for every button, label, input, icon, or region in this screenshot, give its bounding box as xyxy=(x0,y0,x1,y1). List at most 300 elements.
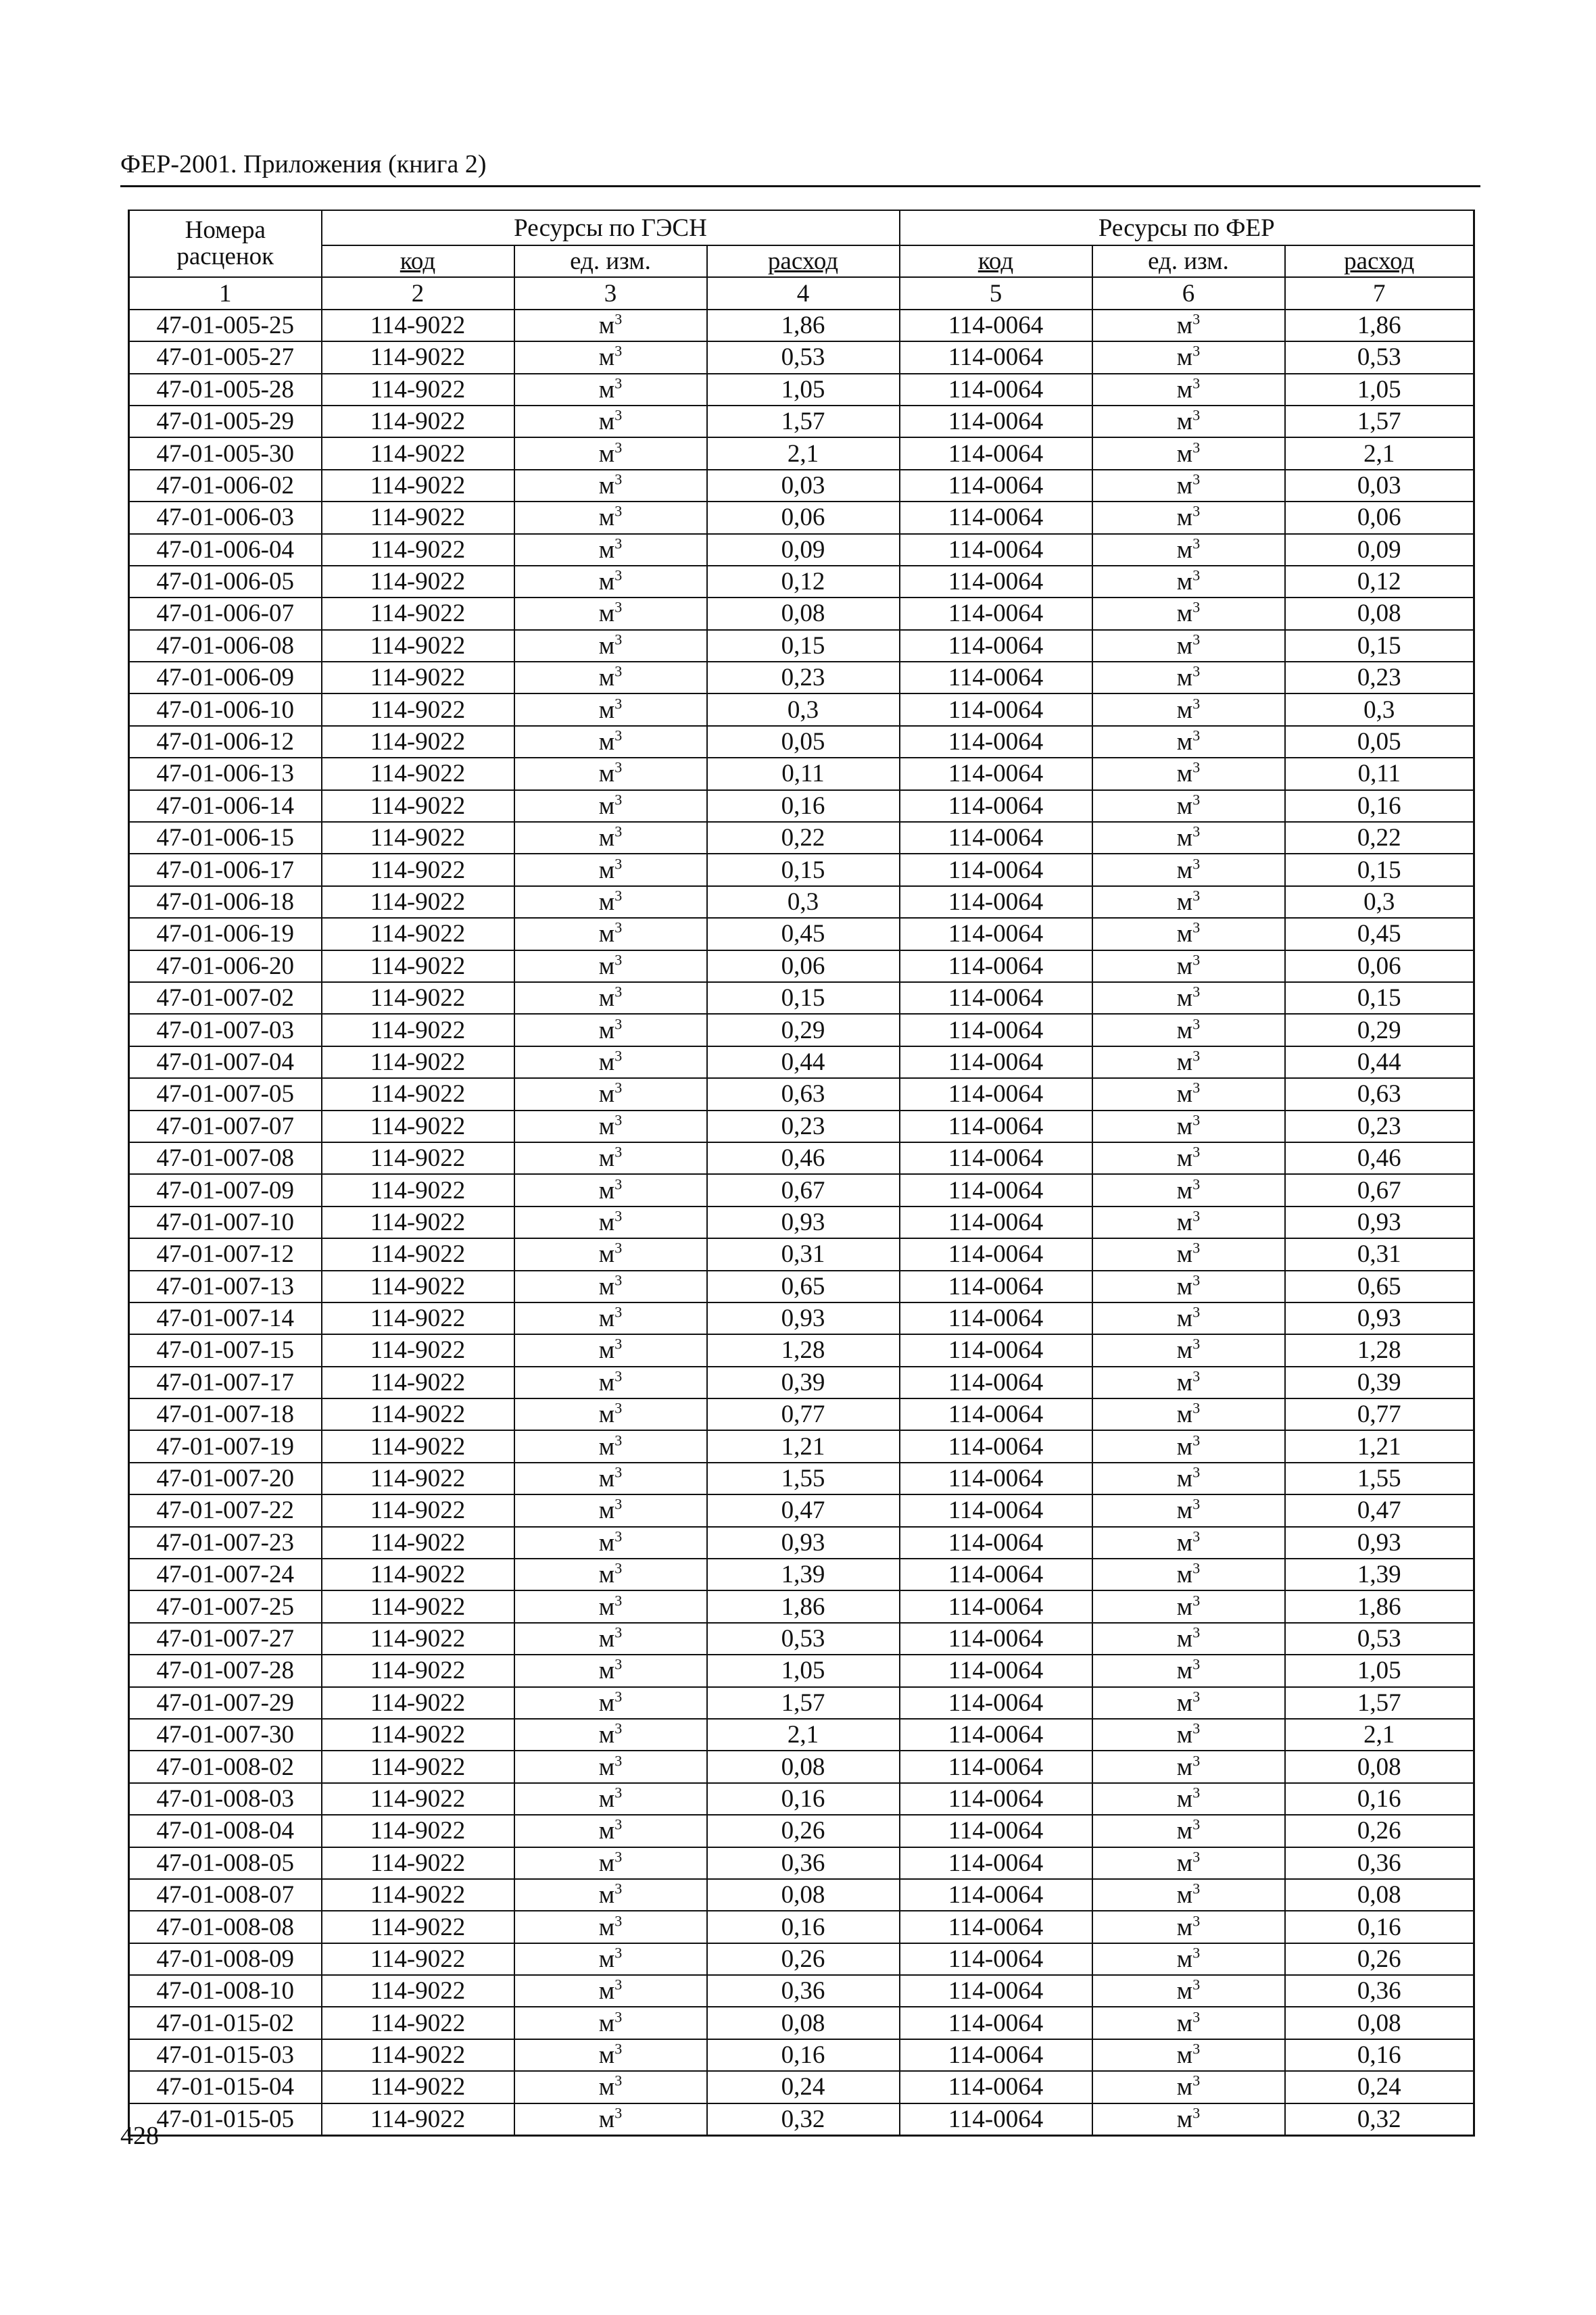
cell-fer-code: 114-0064 xyxy=(900,1559,1092,1590)
cell-rate-number: 47-01-007-17 xyxy=(129,1367,322,1398)
cell-rate-number: 47-01-006-20 xyxy=(129,950,322,982)
cell-gesn-code: 114-9022 xyxy=(322,502,514,533)
cell-gesn-amount: 1,39 xyxy=(707,1559,900,1590)
cell-fer-amount: 0,31 xyxy=(1285,1238,1474,1270)
unit-power: 3 xyxy=(1192,1336,1201,1353)
cell-rate-number: 47-01-008-05 xyxy=(129,1847,322,1879)
unit-power: 3 xyxy=(1192,919,1201,937)
unit-base: м xyxy=(598,1721,615,1749)
cell-gesn-code: 114-9022 xyxy=(322,566,514,598)
cell-fer-unit xyxy=(1092,406,1285,437)
cell-gesn-amount: 0,3 xyxy=(707,886,900,918)
unit-base: м xyxy=(598,791,615,820)
cell-gesn-code: 114-9022 xyxy=(322,1879,514,1911)
cell-gesn-unit xyxy=(514,726,707,758)
cell-gesn-code: 114-9022 xyxy=(322,918,514,950)
cell-gesn-amount: 1,57 xyxy=(707,1687,900,1719)
cell-rate-number: 47-01-006-10 xyxy=(129,693,322,725)
cell-gesn-code: 114-9022 xyxy=(322,854,514,885)
cell-gesn-amount: 0,06 xyxy=(707,502,900,533)
cell-gesn-amount: 0,15 xyxy=(707,630,900,662)
unit-power: 3 xyxy=(1192,535,1201,552)
unit-power: 3 xyxy=(614,343,623,360)
cell-fer-unit xyxy=(1092,341,1285,373)
cell-fer-code: 114-0064 xyxy=(900,1046,1092,1078)
cell-fer-code: 114-0064 xyxy=(900,1590,1092,1622)
unit-power: 3 xyxy=(614,983,623,1000)
unit-power: 3 xyxy=(1192,1816,1201,1833)
unit-base: м xyxy=(598,664,615,692)
unit-power: 3 xyxy=(1192,1496,1201,1513)
cell-fer-unit xyxy=(1092,1111,1285,1142)
unit-power: 3 xyxy=(1192,823,1201,840)
cell-gesn-code: 114-9022 xyxy=(322,1783,514,1815)
unit-base: м xyxy=(598,2009,615,2037)
cell-gesn-code: 114-9022 xyxy=(322,2007,514,2039)
cell-fer-amount: 0,16 xyxy=(1285,790,1474,822)
unit-power: 3 xyxy=(614,951,623,969)
cell-gesn-unit xyxy=(514,886,707,918)
cell-rate-number: 47-01-006-08 xyxy=(129,630,322,662)
cell-gesn-unit xyxy=(514,693,707,725)
unit-base: м xyxy=(598,1368,615,1396)
cell-gesn-unit xyxy=(514,950,707,982)
cell-gesn-amount: 0,44 xyxy=(707,1046,900,1078)
cell-rate-number: 47-01-006-09 xyxy=(129,662,322,693)
cell-gesn-code: 114-9022 xyxy=(322,1975,514,2007)
cell-gesn-amount: 0,36 xyxy=(707,1847,900,1879)
cell-fer-amount: 0,44 xyxy=(1285,1046,1474,1078)
cell-gesn-amount: 0,26 xyxy=(707,1943,900,1975)
cell-fer-unit xyxy=(1092,1334,1285,1366)
cell-gesn-amount: 0,3 xyxy=(707,693,900,725)
page-header-title: ФЕР-2001. Приложения (книга 2) xyxy=(120,150,487,178)
unit-power: 3 xyxy=(614,2008,623,2026)
cell-gesn-code: 114-9022 xyxy=(322,1527,514,1559)
unit-base: м xyxy=(1176,1977,1193,2005)
cell-rate-number: 47-01-005-27 xyxy=(129,341,322,373)
cell-gesn-unit xyxy=(514,1943,707,1975)
unit-power: 3 xyxy=(614,310,623,328)
unit-power: 3 xyxy=(1192,1239,1201,1257)
resource-table xyxy=(128,210,1475,2137)
unit-base: м xyxy=(598,631,615,660)
unit-power: 3 xyxy=(1192,310,1201,328)
unit-power: 3 xyxy=(614,1944,623,1961)
table-row xyxy=(129,2007,1474,2039)
unit-base: м xyxy=(1176,1016,1193,1044)
table-row xyxy=(129,1238,1474,1270)
unit-power: 3 xyxy=(614,759,623,777)
cell-gesn-unit xyxy=(514,1751,707,1782)
cell-fer-unit xyxy=(1092,1014,1285,1046)
unit-power: 3 xyxy=(1192,1912,1201,1930)
unit-base: м xyxy=(598,311,615,339)
cell-fer-code: 114-0064 xyxy=(900,1975,1092,2007)
unit-power: 3 xyxy=(1192,439,1201,456)
cell-rate-number: 47-01-007-08 xyxy=(129,1142,322,1174)
unit-power: 3 xyxy=(1192,1015,1201,1033)
cell-gesn-amount: 1,28 xyxy=(707,1334,900,1366)
table-row xyxy=(129,502,1474,533)
cell-fer-unit xyxy=(1092,918,1285,950)
unit-power: 3 xyxy=(614,599,623,616)
cell-fer-code: 114-0064 xyxy=(900,1719,1092,1751)
cell-rate-number: 47-01-007-03 xyxy=(129,1014,322,1046)
cell-fer-unit xyxy=(1092,1463,1285,1494)
cell-gesn-unit xyxy=(514,1334,707,1366)
cell-gesn-amount: 0,15 xyxy=(707,854,900,885)
cell-rate-number: 47-01-005-28 xyxy=(129,374,322,406)
cell-fer-amount: 1,05 xyxy=(1285,374,1474,406)
cell-gesn-unit xyxy=(514,1302,707,1334)
unit-base: м xyxy=(1176,1112,1193,1140)
cell-fer-amount: 1,57 xyxy=(1285,406,1474,437)
cell-gesn-unit xyxy=(514,1367,707,1398)
cell-gesn-unit xyxy=(514,1655,707,1686)
unit-power: 3 xyxy=(614,1592,623,1609)
cell-fer-amount: 1,57 xyxy=(1285,1687,1474,1719)
table-row xyxy=(129,1174,1474,1206)
unit-base: м xyxy=(1176,1688,1193,1717)
cell-gesn-amount: 0,26 xyxy=(707,1815,900,1847)
table-row xyxy=(129,1398,1474,1430)
unit-base: м xyxy=(1176,791,1193,820)
cell-gesn-amount: 0,24 xyxy=(707,2071,900,2103)
unit-base: м xyxy=(598,2105,615,2133)
table-row xyxy=(129,854,1474,885)
cell-gesn-code: 114-9022 xyxy=(322,1334,514,1366)
cell-gesn-unit xyxy=(514,2071,707,2103)
unit-base: м xyxy=(598,1977,615,2005)
cell-fer-unit xyxy=(1092,1271,1285,1302)
cell-fer-code: 114-0064 xyxy=(900,598,1092,629)
cell-fer-code: 114-0064 xyxy=(900,693,1092,725)
header-rule xyxy=(120,185,1480,187)
cell-fer-code: 114-0064 xyxy=(900,1687,1092,1719)
cell-fer-code: 114-0064 xyxy=(900,1398,1092,1430)
cell-fer-amount: 1,86 xyxy=(1285,310,1474,341)
table-row xyxy=(129,2039,1474,2071)
unit-power: 3 xyxy=(614,1688,623,1705)
cell-gesn-unit xyxy=(514,822,707,854)
cell-gesn-code: 114-9022 xyxy=(322,1142,514,1174)
sub-header-gesn-code: код xyxy=(322,245,514,277)
cell-gesn-amount: 0,46 xyxy=(707,1142,900,1174)
cell-fer-unit xyxy=(1092,1207,1285,1238)
unit-base: м xyxy=(1176,2105,1193,2133)
cell-fer-unit xyxy=(1092,982,1285,1014)
cell-fer-unit xyxy=(1092,1078,1285,1110)
cell-rate-number: 47-01-007-05 xyxy=(129,1078,322,1110)
cell-gesn-unit xyxy=(514,790,707,822)
cell-gesn-code: 114-9022 xyxy=(322,758,514,789)
cell-gesn-code: 114-9022 xyxy=(322,1815,514,1847)
cell-fer-amount: 0,47 xyxy=(1285,1494,1474,1526)
unit-power: 3 xyxy=(614,1336,623,1353)
unit-base: м xyxy=(1176,1305,1193,1333)
table-row xyxy=(129,1751,1474,1782)
unit-base: м xyxy=(1176,760,1193,788)
cell-fer-amount: 0,26 xyxy=(1285,1943,1474,1975)
unit-base: м xyxy=(598,1913,615,1941)
cell-fer-amount: 0,08 xyxy=(1285,598,1474,629)
header-row-groups xyxy=(129,210,1474,245)
cell-fer-unit xyxy=(1092,1174,1285,1206)
unit-power: 3 xyxy=(1192,1752,1201,1770)
cell-rate-number: 47-01-008-08 xyxy=(129,1911,322,1943)
cell-fer-amount: 0,08 xyxy=(1285,1751,1474,1782)
unit-power: 3 xyxy=(614,1015,623,1033)
unit-power: 3 xyxy=(614,470,623,488)
col-number: 7 xyxy=(1285,277,1474,309)
cell-gesn-unit xyxy=(514,758,707,789)
cell-fer-code: 114-0064 xyxy=(900,470,1092,502)
cell-gesn-amount: 0,63 xyxy=(707,1078,900,1110)
unit-base: м xyxy=(1176,535,1193,564)
table-row xyxy=(129,1847,1474,1879)
unit-base: м xyxy=(1176,1784,1193,1813)
unit-base: м xyxy=(1176,1400,1193,1429)
cell-gesn-code: 114-9022 xyxy=(322,470,514,502)
cell-gesn-code: 114-9022 xyxy=(322,1719,514,1751)
cell-fer-code: 114-0064 xyxy=(900,1815,1092,1847)
cell-rate-number: 47-01-007-29 xyxy=(129,1687,322,1719)
table-row xyxy=(129,982,1474,1014)
unit-base: м xyxy=(598,1465,615,1493)
cell-fer-amount: 2,1 xyxy=(1285,437,1474,469)
cell-rate-number: 47-01-007-14 xyxy=(129,1302,322,1334)
cell-gesn-code: 114-9022 xyxy=(322,1398,514,1430)
cell-fer-code: 114-0064 xyxy=(900,1142,1092,1174)
cell-gesn-amount: 0,08 xyxy=(707,1879,900,1911)
cell-gesn-amount: 0,23 xyxy=(707,662,900,693)
table-row xyxy=(129,1655,1474,1686)
table-row xyxy=(129,1142,1474,1174)
cell-rate-number: 47-01-007-10 xyxy=(129,1207,322,1238)
cell-rate-number: 47-01-005-29 xyxy=(129,406,322,437)
cell-fer-unit xyxy=(1092,1494,1285,1526)
cell-fer-code: 114-0064 xyxy=(900,630,1092,662)
cell-gesn-code: 114-9022 xyxy=(322,693,514,725)
cell-fer-code: 114-0064 xyxy=(900,406,1092,437)
cell-fer-amount: 0,22 xyxy=(1285,822,1474,854)
cell-fer-amount: 0,45 xyxy=(1285,918,1474,950)
unit-base: м xyxy=(1176,568,1193,596)
cell-gesn-code: 114-9022 xyxy=(322,1911,514,1943)
cell-gesn-unit xyxy=(514,1719,707,1751)
cell-fer-code: 114-0064 xyxy=(900,566,1092,598)
unit-power: 3 xyxy=(614,919,623,937)
cell-fer-amount: 2,1 xyxy=(1285,1719,1474,1751)
unit-base: м xyxy=(598,2041,615,2070)
unit-base: м xyxy=(598,1400,615,1429)
unit-power: 3 xyxy=(1192,2104,1201,2122)
cell-fer-amount: 0,93 xyxy=(1285,1302,1474,1334)
unit-base: м xyxy=(1176,375,1193,404)
unit-power: 3 xyxy=(1192,2008,1201,2026)
unit-base: м xyxy=(1176,984,1193,1013)
cell-gesn-code: 114-9022 xyxy=(322,1271,514,1302)
unit-power: 3 xyxy=(614,1880,623,1897)
cell-fer-unit xyxy=(1092,1238,1285,1270)
cell-gesn-unit xyxy=(514,1911,707,1943)
cell-fer-unit xyxy=(1092,1559,1285,1590)
cell-fer-unit xyxy=(1092,630,1285,662)
table-row xyxy=(129,1463,1474,1494)
unit-power: 3 xyxy=(614,1496,623,1513)
cell-gesn-code: 114-9022 xyxy=(322,886,514,918)
cell-fer-code: 114-0064 xyxy=(900,2103,1092,2135)
cell-fer-unit xyxy=(1092,437,1285,469)
cell-gesn-unit xyxy=(514,1238,707,1270)
unit-power: 3 xyxy=(1192,759,1201,777)
table-row xyxy=(129,1911,1474,1943)
unit-power: 3 xyxy=(1192,1656,1201,1674)
cell-fer-amount: 1,39 xyxy=(1285,1559,1474,1590)
cell-fer-code: 114-0064 xyxy=(900,662,1092,693)
unit-power: 3 xyxy=(614,1656,623,1674)
unit-power: 3 xyxy=(614,855,623,873)
sub-header-gesn-amount: расход xyxy=(707,245,900,277)
cell-rate-number: 47-01-007-02 xyxy=(129,982,322,1014)
cell-gesn-unit xyxy=(514,470,707,502)
cell-gesn-code: 114-9022 xyxy=(322,1494,514,1526)
cell-gesn-amount: 0,15 xyxy=(707,982,900,1014)
cell-rate-number: 47-01-005-25 xyxy=(129,310,322,341)
table-row xyxy=(129,437,1474,469)
cell-gesn-code: 114-9022 xyxy=(322,534,514,566)
cell-fer-amount: 0,53 xyxy=(1285,1623,1474,1655)
unit-base: м xyxy=(598,1817,615,1845)
cell-fer-code: 114-0064 xyxy=(900,502,1092,533)
cell-gesn-amount: 0,08 xyxy=(707,2007,900,2039)
table-row xyxy=(129,1302,1474,1334)
cell-fer-amount: 0,15 xyxy=(1285,854,1474,885)
unit-power: 3 xyxy=(614,1271,623,1289)
unit-base: м xyxy=(1176,824,1193,852)
cell-fer-code: 114-0064 xyxy=(900,1111,1092,1142)
cell-rate-number: 47-01-007-04 xyxy=(129,1046,322,1078)
unit-power: 3 xyxy=(1192,1784,1201,1801)
unit-base: м xyxy=(598,343,615,372)
cell-fer-unit xyxy=(1092,758,1285,789)
unit-power: 3 xyxy=(1192,1047,1201,1065)
unit-base: м xyxy=(598,1432,615,1461)
cell-fer-amount: 0,53 xyxy=(1285,341,1474,373)
table-row xyxy=(129,1494,1474,1526)
col-header-rates xyxy=(129,210,322,277)
table-row xyxy=(129,1271,1474,1302)
table-row xyxy=(129,950,1474,982)
unit-power: 3 xyxy=(614,535,623,552)
unit-power: 3 xyxy=(1192,1079,1201,1097)
unit-base: м xyxy=(598,952,615,980)
cell-fer-amount: 1,86 xyxy=(1285,1590,1474,1622)
unit-power: 3 xyxy=(1192,887,1201,904)
cell-gesn-code: 114-9022 xyxy=(322,982,514,1014)
sub-header-fer-unit: ед. изм. xyxy=(1092,245,1285,277)
cell-fer-unit xyxy=(1092,854,1285,885)
cell-fer-unit xyxy=(1092,2103,1285,2135)
unit-power: 3 xyxy=(1192,1463,1201,1481)
unit-base: м xyxy=(598,1496,615,1525)
cell-gesn-code: 114-9022 xyxy=(322,598,514,629)
cell-gesn-unit xyxy=(514,598,707,629)
unit-base: м xyxy=(1176,1913,1193,1941)
cell-gesn-amount: 0,32 xyxy=(707,2103,900,2135)
unit-base: м xyxy=(598,1240,615,1269)
cell-gesn-unit xyxy=(514,2039,707,2071)
cell-rate-number: 47-01-007-30 xyxy=(129,1719,322,1751)
unit-base: м xyxy=(598,1305,615,1333)
unit-power: 3 xyxy=(1192,1976,1201,1993)
cell-fer-amount: 0,39 xyxy=(1285,1367,1474,1398)
group-header-gesn: Ресурсы по ГЭСН xyxy=(322,210,900,245)
unit-base: м xyxy=(598,696,615,724)
cell-gesn-amount: 0,45 xyxy=(707,918,900,950)
cell-fer-amount: 0,3 xyxy=(1285,886,1474,918)
cell-fer-code: 114-0064 xyxy=(900,1207,1092,1238)
cell-gesn-unit xyxy=(514,1014,707,1046)
cell-fer-code: 114-0064 xyxy=(900,2039,1092,2071)
cell-gesn-code: 114-9022 xyxy=(322,1847,514,1879)
unit-base: м xyxy=(598,1016,615,1044)
cell-fer-unit xyxy=(1092,662,1285,693)
cell-gesn-unit xyxy=(514,1879,707,1911)
col-number: 5 xyxy=(900,277,1092,309)
unit-power: 3 xyxy=(1192,1399,1201,1417)
cell-fer-code: 114-0064 xyxy=(900,950,1092,982)
cell-fer-code: 114-0064 xyxy=(900,1847,1092,1879)
cell-gesn-code: 114-9022 xyxy=(322,662,514,693)
cell-gesn-unit xyxy=(514,534,707,566)
cell-gesn-code: 114-9022 xyxy=(322,630,514,662)
unit-power: 3 xyxy=(614,1239,623,1257)
table-row xyxy=(129,1207,1474,1238)
cell-gesn-unit xyxy=(514,566,707,598)
unit-power: 3 xyxy=(1192,1592,1201,1609)
cell-fer-amount: 0,77 xyxy=(1285,1398,1474,1430)
unit-base: м xyxy=(1176,1240,1193,1269)
header-row-subcols xyxy=(129,245,1474,277)
unit-power: 3 xyxy=(1192,1303,1201,1321)
cell-gesn-amount: 0,03 xyxy=(707,470,900,502)
cell-gesn-unit xyxy=(514,310,707,341)
cell-gesn-unit xyxy=(514,1111,707,1142)
cell-rate-number: 47-01-007-07 xyxy=(129,1111,322,1142)
cell-fer-code: 114-0064 xyxy=(900,726,1092,758)
cell-rate-number: 47-01-015-04 xyxy=(129,2071,322,2103)
cell-gesn-amount: 1,21 xyxy=(707,1430,900,1462)
sub-header-fer-amount: расход xyxy=(1285,245,1474,277)
unit-power: 3 xyxy=(614,1047,623,1065)
unit-base: м xyxy=(1176,856,1193,884)
cell-fer-code: 114-0064 xyxy=(900,374,1092,406)
cell-gesn-amount: 2,1 xyxy=(707,1719,900,1751)
cell-fer-code: 114-0064 xyxy=(900,1783,1092,1815)
cell-gesn-amount: 0,05 xyxy=(707,726,900,758)
table-row xyxy=(129,726,1474,758)
unit-base: м xyxy=(598,888,615,916)
unit-power: 3 xyxy=(1192,951,1201,969)
cell-fer-code: 114-0064 xyxy=(900,2071,1092,2103)
cell-fer-unit xyxy=(1092,534,1285,566)
unit-power: 3 xyxy=(614,1143,623,1161)
unit-base: м xyxy=(1176,2009,1193,2037)
cell-fer-code: 114-0064 xyxy=(900,437,1092,469)
unit-power: 3 xyxy=(1192,2072,1201,2090)
